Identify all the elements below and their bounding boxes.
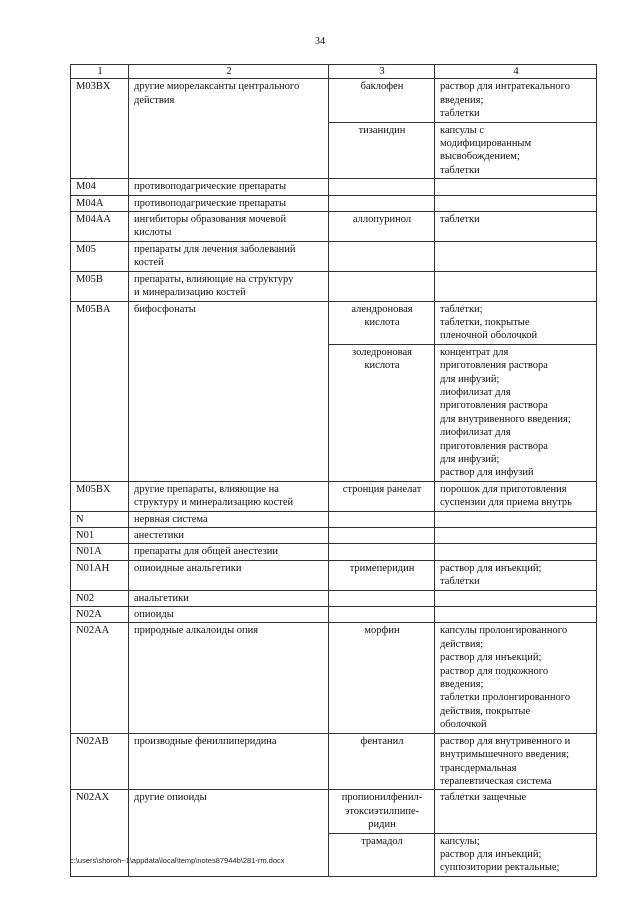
group-name-cell bbox=[129, 212, 329, 242]
drug-name-cell bbox=[329, 733, 435, 790]
table-row bbox=[71, 481, 597, 511]
dosage-form-line: таблетки пролонгированного bbox=[440, 692, 571, 704]
group-name-line: опиоидные анальгетики bbox=[134, 562, 242, 574]
drug-name-cell bbox=[329, 544, 435, 560]
group-name-cell bbox=[129, 544, 329, 560]
drug-name-line: фентанил bbox=[360, 735, 404, 747]
dosage-forms-cell bbox=[435, 344, 597, 481]
dosage-form-line: раствор для инфузий bbox=[440, 467, 534, 479]
group-name-line: кислоты bbox=[134, 227, 172, 239]
group-name-line: структуру и минерализацию костей bbox=[134, 497, 294, 509]
dosage-form-line: приготовления раствора bbox=[440, 400, 548, 412]
drug-name-line: аллопуринол bbox=[352, 214, 412, 226]
dosage-forms-cell bbox=[435, 790, 597, 833]
dosage-form-line: капсулы с bbox=[440, 124, 484, 136]
dosage-form-line: оболочкой bbox=[440, 719, 487, 731]
group-name-cell bbox=[129, 79, 329, 179]
dosage-form-line: капсулы пролонгированного bbox=[440, 625, 568, 637]
group-name-cell bbox=[129, 301, 329, 481]
group-name-line: нервная система bbox=[134, 513, 208, 525]
atc-code-cell: N01AH bbox=[71, 560, 129, 590]
dosage-form-line: капсулы; bbox=[440, 835, 480, 847]
atc-code-cell: M04 bbox=[71, 179, 129, 195]
table-row bbox=[71, 528, 597, 544]
dosage-forms-cell bbox=[435, 511, 597, 527]
header-col-3: 3 bbox=[329, 65, 435, 79]
group-name-cell bbox=[129, 623, 329, 733]
group-name-line: другие миорелаксанты центрального bbox=[134, 81, 300, 93]
dosage-form-line: таблетки bbox=[440, 108, 480, 120]
drug-name-cell bbox=[329, 195, 435, 211]
atc-code-cell: M05 bbox=[71, 241, 129, 271]
drug-name-cell bbox=[329, 560, 435, 590]
drug-name-line: этоксиэтилпипе- bbox=[344, 805, 420, 817]
group-name-line: природные алкалоиды опия bbox=[134, 625, 259, 637]
footer-file-path: c:\users\shoroh~1\appdata\local\temp\notes87944b\281-rm.docx bbox=[70, 856, 285, 865]
dosage-form-line: для внутривенного введения; bbox=[440, 413, 571, 425]
drug-name-cell bbox=[329, 833, 435, 876]
drug-name-cell bbox=[329, 271, 435, 301]
table-row bbox=[71, 544, 597, 560]
drug-name-line: ридин bbox=[368, 819, 396, 831]
dosage-form-line: таблетки; bbox=[440, 303, 483, 315]
header-col-4: 4 bbox=[435, 65, 597, 79]
dosage-forms-cell bbox=[435, 122, 597, 179]
drug-name-cell bbox=[329, 528, 435, 544]
atc-code-cell: N02A bbox=[71, 607, 129, 623]
drug-name-line: кислота bbox=[364, 360, 400, 372]
drug-name-cell bbox=[329, 179, 435, 195]
atc-code-cell: N01A bbox=[71, 544, 129, 560]
group-name-cell bbox=[129, 607, 329, 623]
medicines-table bbox=[70, 64, 597, 877]
group-name-line: бифосфонаты bbox=[134, 303, 196, 315]
dosage-form-line: действия; bbox=[440, 638, 484, 650]
dosage-form-line: таблетки bbox=[440, 576, 480, 588]
dosage-forms-cell bbox=[435, 528, 597, 544]
group-name-cell bbox=[129, 195, 329, 211]
dosage-form-line: суппозитории ректальные; bbox=[440, 862, 560, 874]
drug-name-cell bbox=[329, 301, 435, 344]
atc-code-cell: M03BX bbox=[71, 79, 129, 179]
dosage-form-line: раствор для интратекального bbox=[440, 81, 570, 93]
drug-name-cell bbox=[329, 790, 435, 833]
drug-name-cell bbox=[329, 607, 435, 623]
dosage-form-line: раствор для инъекций; bbox=[440, 562, 542, 574]
atc-code-cell: M05B bbox=[71, 271, 129, 301]
group-name-line: действия bbox=[134, 94, 175, 106]
dosage-form-line: таблетки защечные bbox=[440, 792, 527, 804]
dosage-forms-cell bbox=[435, 481, 597, 511]
drug-name-cell bbox=[329, 481, 435, 511]
dosage-forms-cell bbox=[435, 212, 597, 242]
dosage-forms-cell bbox=[435, 833, 597, 876]
group-name-cell bbox=[129, 241, 329, 271]
atc-code-cell: N bbox=[71, 511, 129, 527]
dosage-forms-cell bbox=[435, 271, 597, 301]
group-name-line: противоподагрические препараты bbox=[134, 197, 287, 209]
group-name-line: опиоиды bbox=[134, 609, 174, 621]
drug-name-line: кислота bbox=[364, 316, 400, 328]
dosage-form-line: таблетки bbox=[440, 164, 480, 176]
table-header-row bbox=[71, 65, 597, 79]
table-row bbox=[71, 301, 597, 344]
dosage-forms-cell bbox=[435, 560, 597, 590]
table-row bbox=[71, 79, 597, 122]
atc-code-cell: N01 bbox=[71, 528, 129, 544]
dosage-form-line: терапевтическая система bbox=[440, 775, 552, 787]
atc-code-cell: M05BX bbox=[71, 481, 129, 511]
group-name-line: и минерализацию костей bbox=[134, 287, 246, 299]
table-body bbox=[71, 79, 597, 876]
dosage-form-line: суспензии для приема внутрь bbox=[440, 497, 572, 509]
dosage-form-line: раствор для внутривенного и bbox=[440, 735, 571, 747]
dosage-form-line: высвобождением; bbox=[440, 151, 520, 163]
group-name-cell bbox=[129, 271, 329, 301]
group-name-cell bbox=[129, 590, 329, 606]
drug-name-line: стронция ранелат bbox=[342, 483, 422, 495]
group-name-line: анестетики bbox=[134, 530, 185, 541]
dosage-forms-cell bbox=[435, 623, 597, 733]
header-col-2: 2 bbox=[129, 65, 329, 79]
dosage-forms-cell bbox=[435, 79, 597, 122]
group-name-cell bbox=[129, 528, 329, 544]
dosage-form-line: раствор для подкожного bbox=[440, 665, 549, 677]
table-row bbox=[71, 790, 597, 833]
atc-code-cell: M04AA bbox=[71, 212, 129, 242]
group-name-cell bbox=[129, 560, 329, 590]
group-name-line: ингибиторы образования мочевой bbox=[134, 214, 287, 226]
drug-name-cell bbox=[329, 212, 435, 242]
table-row bbox=[71, 271, 597, 301]
atc-code-cell: N02 bbox=[71, 590, 129, 606]
drug-name-line: пропионилфенил- bbox=[341, 792, 423, 804]
drug-name-line: тизанидин bbox=[358, 124, 406, 136]
table-row bbox=[71, 590, 597, 606]
atc-code-cell: N02AA bbox=[71, 623, 129, 733]
group-name-line: другие препараты, влияющие на bbox=[134, 483, 279, 495]
dosage-form-line: введения; bbox=[440, 679, 484, 691]
dosage-form-line: лиофилизат для bbox=[440, 427, 511, 439]
dosage-form-line: пленочной оболочкой bbox=[440, 330, 538, 342]
dosage-form-line: концентрат для bbox=[440, 346, 509, 358]
header-col-1: 1 bbox=[71, 65, 129, 79]
drug-name-line: золедроновая bbox=[352, 346, 412, 358]
dosage-form-line: модифицированным bbox=[440, 138, 532, 150]
dosage-forms-cell bbox=[435, 544, 597, 560]
dosage-form-line: порошок для приготовления bbox=[440, 483, 567, 495]
group-name-cell bbox=[129, 511, 329, 527]
dosage-form-line: таблетки bbox=[440, 214, 480, 226]
table-row bbox=[71, 212, 597, 242]
group-name-cell bbox=[129, 179, 329, 195]
drug-name-cell bbox=[329, 122, 435, 179]
dosage-form-line: для инфузий; bbox=[440, 373, 500, 385]
table-row bbox=[71, 195, 597, 211]
group-name-cell bbox=[129, 481, 329, 511]
table-row bbox=[71, 623, 597, 733]
dosage-form-line: раствор для инъекций; bbox=[440, 652, 542, 664]
dosage-form-line: действия, покрытые bbox=[440, 705, 531, 717]
dosage-forms-cell bbox=[435, 733, 597, 790]
dosage-forms-cell bbox=[435, 301, 597, 344]
dosage-forms-cell bbox=[435, 607, 597, 623]
dosage-form-line: для инфузий; bbox=[440, 453, 500, 465]
dosage-forms-cell bbox=[435, 241, 597, 271]
table-row bbox=[71, 733, 597, 790]
dosage-form-line: лиофилизат для bbox=[440, 386, 511, 398]
atc-code-cell: N02AX bbox=[71, 790, 129, 876]
drug-name-cell bbox=[329, 241, 435, 271]
group-name-line: производные фенилпиперидина bbox=[134, 735, 277, 747]
group-name-line: другие опиоиды bbox=[134, 792, 207, 804]
drug-name-cell bbox=[329, 79, 435, 122]
drug-name-line: морфин bbox=[364, 625, 400, 637]
table-row bbox=[71, 607, 597, 623]
dosage-forms-cell bbox=[435, 590, 597, 606]
group-name-line: анальгетики bbox=[134, 592, 189, 604]
dosage-forms-cell bbox=[435, 195, 597, 211]
group-name-line: противоподагрические препараты bbox=[134, 181, 287, 193]
table-row bbox=[71, 560, 597, 590]
dosage-form-line: внутримышечного введения; bbox=[440, 749, 570, 761]
dosage-form-line: приготовления раствора bbox=[440, 440, 548, 452]
dosage-form-line: таблетки, покрытые bbox=[440, 316, 530, 328]
table-row bbox=[71, 511, 597, 527]
atc-code-cell: M05BA bbox=[71, 301, 129, 481]
group-name-line: препараты для лечения заболеваний bbox=[134, 243, 296, 255]
table-row bbox=[71, 179, 597, 195]
drug-name-cell bbox=[329, 511, 435, 527]
drug-name-line: тримеперидин bbox=[349, 562, 415, 574]
atc-code-cell: M04A bbox=[71, 195, 129, 211]
atc-code-cell: N02AB bbox=[71, 733, 129, 790]
group-name-line: костей bbox=[134, 257, 164, 269]
group-name-line: препараты для общей анестезии bbox=[134, 546, 278, 558]
dosage-form-line: трансдермальная bbox=[440, 762, 517, 774]
drug-name-line: алендроновая bbox=[351, 303, 413, 315]
drug-name-cell bbox=[329, 623, 435, 733]
dosage-forms-cell bbox=[435, 179, 597, 195]
dosage-form-line: введения; bbox=[440, 94, 484, 106]
drug-name-cell bbox=[329, 590, 435, 606]
group-name-line: препараты, влияющие на структуру bbox=[134, 273, 294, 285]
group-name-cell bbox=[129, 733, 329, 790]
dosage-form-line: приготовления раствора bbox=[440, 360, 548, 372]
drug-name-line: трамадол bbox=[361, 835, 403, 847]
page-number: 34 bbox=[315, 36, 325, 47]
drug-name-cell bbox=[329, 344, 435, 481]
drug-name-line: баклофен bbox=[360, 81, 404, 93]
dosage-form-line: раствор для инъекций; bbox=[440, 848, 542, 860]
table-row bbox=[71, 241, 597, 271]
